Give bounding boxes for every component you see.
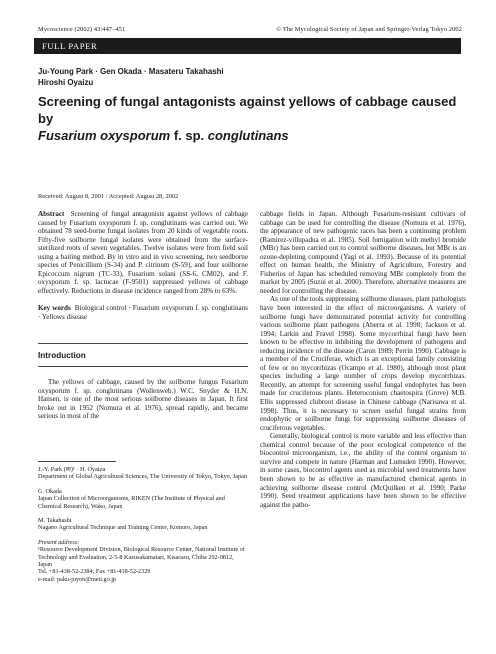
author-affiliations <box>38 466 248 583</box>
keywords-label: Key words <box>38 303 71 312</box>
right-paragraph-1: cabbage fields in Japan. Although Fusarium-resistant cultivars of cabbage can be used for controlling the disease (Nomura et al. 1976), the appearance of new pathogenic races has been a continuing problem (Ramirez-villupadua et al. 1985). Soil fumigation with methyl bromide (MBr) has been carried out to control soilborne diseases, but MBr is an ozone-depleting compound (Yagi et al. 1993). Because of its potential effect on human health, the Ministry of Agriculture, Forestry and Fisheries of Japan has scheduled removing MBr completely from the market by 2005 (Suzui et al. 2000). Therefore, alternative measures are needed for controlling the disease. <box>260 210 466 295</box>
author-list <box>38 66 458 88</box>
affiliation-text-3: Nagano Agricultural Technique and Training Center, Komoro, Japan <box>38 524 208 532</box>
received-accepted-dates: Received: August 8, 2001 / Accepted: August 28, 2002 <box>38 193 179 200</box>
affiliation-author-2: G. Okada <box>38 487 62 495</box>
introduction-text <box>38 378 248 421</box>
title-fsp: f. sp. <box>170 128 208 143</box>
article-type-banner <box>34 38 461 54</box>
title-line-1: Screening of fungal antagonists against yellows of cabbage caused by <box>38 94 457 126</box>
right-column-body <box>260 210 466 509</box>
right-paragraph-2: As one of the tools suppressing soilborne diseases, plant pathologists have been interested in the effect of microorganisms. A variety of soilborne fungi have demonstrated potential activity for controlling various soilborne plant pathogens (Aberra et al. 1998; Jackson et al. 1994; Larkin and Fravel 1998). Some mycorrhizal fungi have been known to be effective in inhibiting the development of pathogens and reducing incidence of the disease (Caron 1989; Perrin 1990). Cabbage is a member of the Cruciferae, which is an exceptional family consisting of few or no mycorrhizas (Ocampo et al. 1980), although most plant species including a large number of crops develop mycorrhizas. Recently, an attempt for screening useful fungal endophytes has been made for cruciferous plants. Heteroconium chaetospira (Grove) M.B. Ellis suppressed clubroot disease in Chinese cabbage (Narisawa et al. 1998). Thus, it is necessary to screen useful fungal strains from endophytic or soilborne fungi for suppressing soilborne diseases of cruciferous vegetables. <box>260 295 466 432</box>
contact-phone-fax: Tel. +81-438-52-2384; Fax +81-438-52-2329 <box>38 568 151 576</box>
right-paragraph-3: Generally, biological control is more variable and less effective than chemical control because of the poor ecological competence of the biocontrol microorganism, i.e., the ability of the control organism to survive and compete in nature (Harman and Lumsden 1990). However, in some cases, biocontrol agents used as microbial seed treatments have been shown to be as effective as manufactured chemical agents in achieving soilborne disease control (McQuilken et al. 1990; Parke 1990). Seed treatment applications have been shown to be effective against the patho- <box>260 432 466 509</box>
footnote-rule <box>38 461 116 462</box>
running-header-journal: Mycoscience (2002) 43:447–451 <box>38 26 126 33</box>
present-address-label: Present address: <box>38 538 80 546</box>
affiliation-author-3: M. Takahashi <box>38 517 72 525</box>
intro-paragraph: The yellows of cabbage, caused by the soilborne fungus Fusarium oxysporum f. sp. conglutinans (Wollenweb.) W.C. Snyder & H.N. Hansen, is one of the most serious soilborne diseases in Japan. It first broke out in 1952 (Nomura et al. 1976), spread rapidly, and became serious in most of the <box>38 378 248 421</box>
author-line-2: Hiroshi Oyaizu <box>38 78 94 87</box>
affiliation-text-1: Department of Global Agricultural Sciences, The University of Tokyo, Tokyo, Japan <box>38 473 247 481</box>
author-line-1: Ju-Young Park · Gen Okada · Masateru Takahashi <box>38 67 224 76</box>
title-line-2 <box>38 127 468 144</box>
present-address-text: ¹Resource Development Division, Biological Resource Center, National Institute of Technology and Evaluation, 2-5-8 Kazusakamatari, Kisarazu, Chiba 292-0812, Japan <box>38 546 245 569</box>
paper-title <box>38 93 468 144</box>
affiliation-text-2: Japan Collection of Microorganisms, RIKEN (The Institute of Physical and Chemical Research), Wako, Japan <box>38 495 225 510</box>
contact-email: e-mail: paku-juyon@meti.go.jp <box>38 575 117 583</box>
title-forma: conglutinans <box>207 128 289 143</box>
keywords-text: Biological control · Fusarium oxysporum f. sp. conglutinans · Yellows disease <box>38 303 248 321</box>
abstract-label: Abstract <box>38 210 65 218</box>
abstract-block <box>38 210 248 321</box>
intro-rule-bottom <box>38 366 248 367</box>
intro-rule-top <box>38 343 248 344</box>
introduction-heading: Introduction <box>38 351 86 360</box>
abstract-text: Screening of fungal antagonists against yellows of cabbage caused by Fusarium oxysporum f. sp. conglutinans was carried out. We obtained 78 seed-borne fungal isolates from 20 kinds of vegetable roots. Fifty-five soilborne fungal isolates were obtained from the surface-sterilized roots of seven vegetables. Twelve isolates were from field soil using a baiting method. By in vitro and in vivo screening, two seedborne species of Penicillium (S-34) and P. citrinum (S-59), and four soilborne Epicoccum nigrum (TC-33), Fusarium solani (SS-6, CM02), and F. oxysporum f. sp. lactucae (F-9501) suppressed yellows of cabbage effectively. Reductions in disease incidence ranged from 28% to 63%. <box>38 210 248 295</box>
affiliation-author-1: J.-Y. Park (✉)¹ · H. Oyaizu <box>38 466 106 473</box>
running-header-copyright: © The Mycological Society of Japan and Springer-Verlag Tokyo 2002 <box>276 26 462 33</box>
article-type-label: FULL PAPER <box>42 41 98 51</box>
title-species: Fusarium oxysporum <box>38 128 171 143</box>
